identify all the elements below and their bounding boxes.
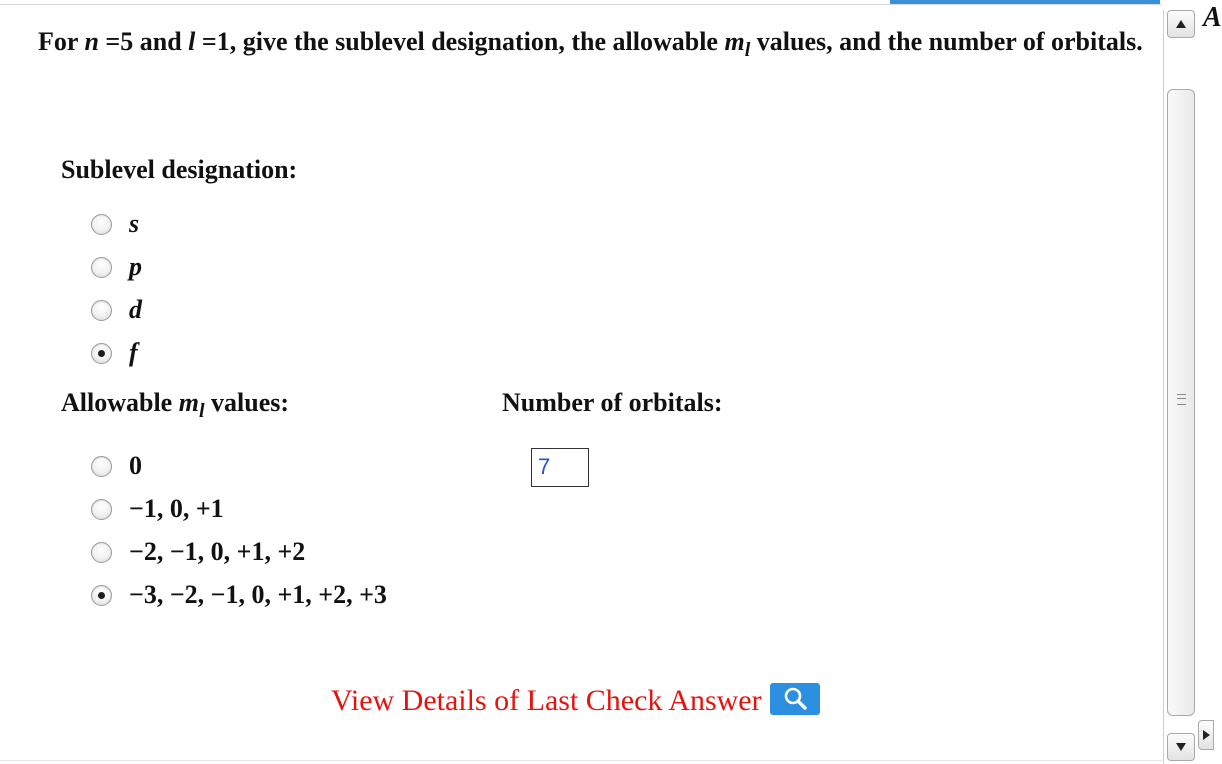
grip-icon [1177,394,1186,405]
ml-option-3[interactable] [91,580,387,610]
question-text: For n =5 and l =1, give the sublevel designation, the allowable $m_l$ values, and the number of orbitals. [38,27,1143,61]
triangle-right-icon [1203,730,1210,740]
ml-option-1[interactable] [91,494,224,524]
option-label: d [129,295,142,324]
ml-values-label: Allowable $m_l$ values: [61,388,290,422]
radio-button[interactable] [91,300,112,321]
ml-option-0[interactable] [91,451,142,481]
radio-button[interactable] [91,542,112,563]
option-label: f [129,338,138,367]
sublevel-option-f[interactable] [91,338,138,368]
radio-button-selected[interactable] [91,343,112,364]
view-details-button[interactable] [770,683,820,715]
top-divider [0,4,1162,5]
bottom-divider [0,760,1162,761]
option-label: −3, −2, −1, 0, +1, +2, +3 [129,580,387,609]
magnifier-icon [782,686,808,712]
option-label: s [129,209,140,238]
radio-button[interactable] [91,214,112,235]
view-details-link[interactable]: View Details of Last Check Answer [331,684,762,717]
radio-button[interactable] [91,257,112,278]
triangle-down-icon [1176,743,1186,751]
clipped-edge-text: A [1203,2,1222,33]
radio-button[interactable] [91,499,112,520]
ml-option-2[interactable] [91,537,305,567]
sublevel-label: Sublevel designation: [61,155,298,184]
option-label: p [129,252,142,281]
option-label: 0 [129,451,142,480]
sublevel-option-p[interactable] [91,252,142,282]
option-label: −1, 0, +1 [129,494,224,523]
orbitals-input[interactable]: 7 [531,448,589,487]
sublevel-option-s[interactable] [91,209,139,239]
view-details-row [331,684,820,718]
radio-button-selected[interactable] [91,585,112,606]
orbitals-label: Number of orbitals: [502,388,723,417]
sublevel-option-d[interactable] [91,295,142,325]
option-label: −2, −1, 0, +1, +2 [129,537,306,566]
triangle-up-icon [1176,20,1186,28]
scroll-up-button[interactable] [1167,10,1195,38]
scroll-right-button[interactable] [1198,720,1214,750]
vertical-scrollbar[interactable] [1163,10,1198,764]
scroll-thumb[interactable] [1167,89,1195,716]
scroll-down-button[interactable] [1167,733,1195,761]
radio-button[interactable] [91,456,112,477]
